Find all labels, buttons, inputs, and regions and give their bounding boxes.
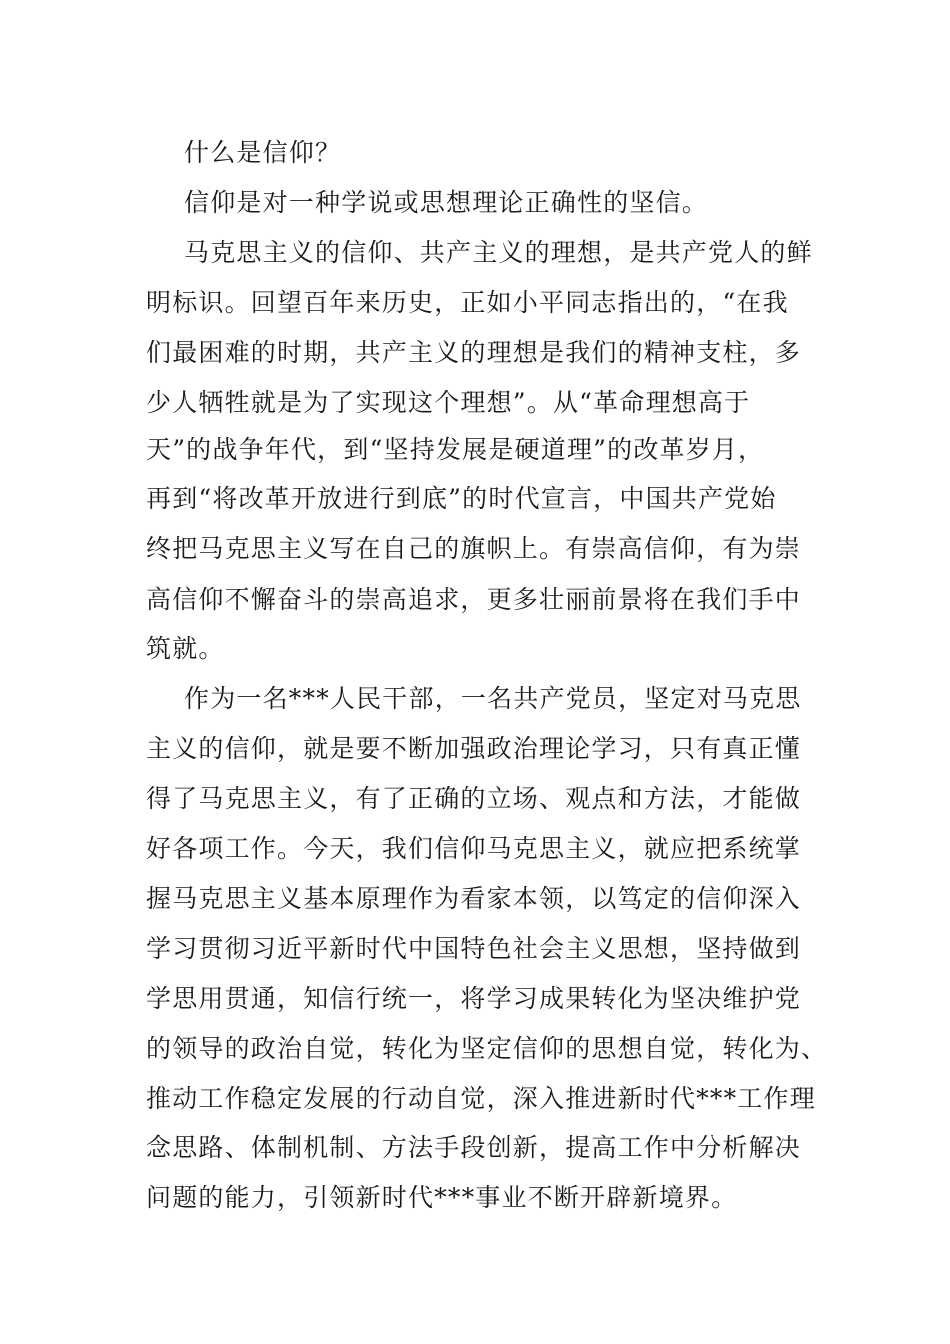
text-line: 终把马克思主义写在自己的旗帜上。有崇高信仰，有为崇 — [146, 534, 802, 563]
text-line: 少人牺牲就是为了实现这个理想”。从“革命理想高于 — [146, 388, 751, 417]
text-line: 筑就。 — [146, 634, 225, 663]
text-line: 什么是信仰？ — [184, 138, 342, 167]
text-line: 马克思主义的信仰、共产主义的理想，是共产党人的鲜 — [184, 238, 813, 267]
text-line: 推动工作稳定发展的行动自觉，深入推进新时代***工作理 — [146, 1084, 816, 1113]
text-line: 主义的信仰，就是要不断加强政治理论学习，只有真正懂 — [146, 734, 802, 763]
text-line: 的领导的政治自觉，转化为坚定信仰的思想自觉，转化为、 — [146, 1034, 828, 1063]
text-line: 问题的能力，引领新时代***事业不断开辟新境界。 — [146, 1183, 738, 1212]
text-line: 学习贯彻习近平新时代中国特色社会主义思想，坚持做到 — [146, 934, 802, 963]
text-line: 作为一名***人民干部，一名共产党员，坚定对马克思 — [184, 684, 802, 713]
text-line: 们最困难的时期，共产主义的理想是我们的精神支柱，多 — [146, 338, 802, 367]
text-line: 得了马克思主义，有了正确的立场、观点和方法，才能做 — [146, 784, 802, 813]
text-line: 握马克思主义基本原理作为看家本领，以笃定的信仰深入 — [146, 884, 802, 913]
text-line: 学思用贯通，知信行统一，将学习成果转化为坚决维护党 — [146, 984, 802, 1013]
text-line: 信仰是对一种学说或思想理论正确性的坚信。 — [184, 188, 709, 217]
text-line: 念思路、体制机制、方法手段创新，提高工作中分析解决 — [146, 1133, 802, 1162]
text-line: 再到“将改革开放进行到底”的时代宣言，中国共产党始 — [146, 484, 777, 513]
text-line: 好各项工作。今天，我们信仰马克思主义，就应把系统掌 — [146, 834, 802, 863]
text-line: 天”的战争年代，到“坚持发展是硬道理”的改革岁月， — [146, 435, 765, 464]
text-line: 明标识。回望百年来历史，正如小平同志指出的，“在我 — [146, 288, 789, 317]
text-line: 高信仰不懈奋斗的崇高追求，更多壮丽前景将在我们手中 — [146, 585, 802, 614]
